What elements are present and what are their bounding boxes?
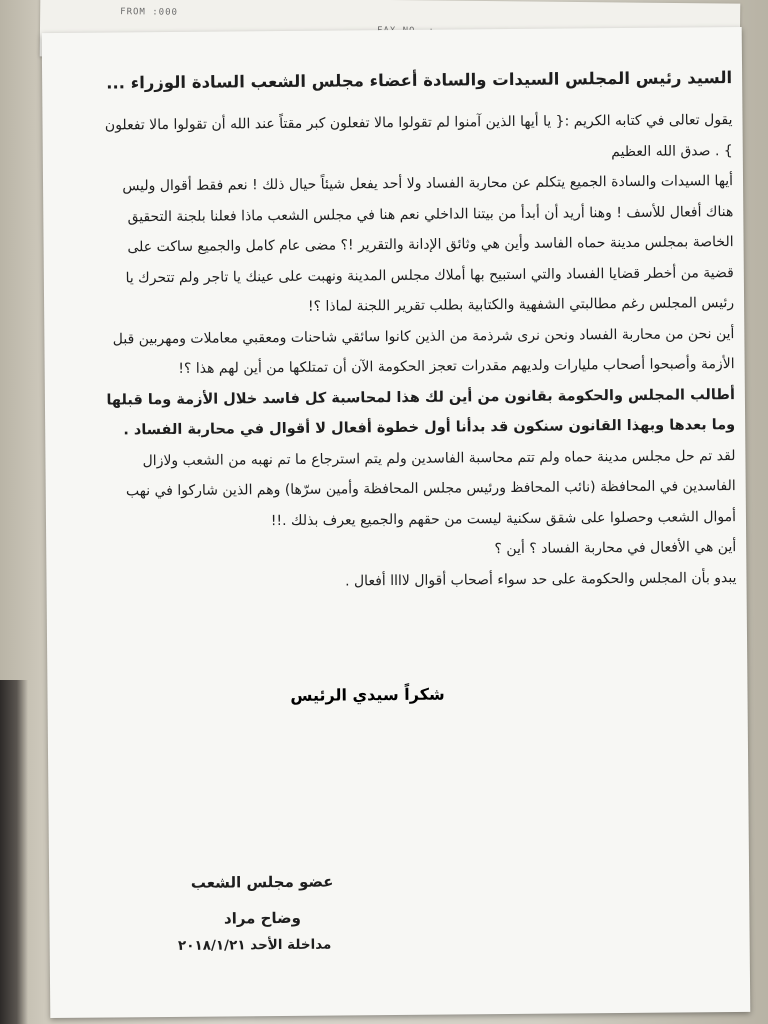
paragraph-where-are-we: أين نحن من محاربة الفساد ونحن نرى شرذمة من الذين كانوا سائقي شاحنات ومعقبي معاملات ومهربين قبل الأزمة وأصبحوا أصحاب مليارات ولديهم مقدرات تعجز الحكومة الآن أن تمتلكها من أين لهم هذا ؟! bbox=[112, 325, 735, 377]
paragraph-quran-verse: يقول تعالى في كتابه الكريم :{ يا أيها الذين آمنوا لم تقولوا مالا تفعلون كبر مقتاً عند الله أن تقولوا مالا تفعلون } . صدق الله العظيم bbox=[104, 112, 733, 160]
signature-title: عضو مجلس الشعب bbox=[190, 872, 334, 892]
letter-page bbox=[42, 27, 751, 1018]
paragraph-demand-law: أطالب المجلس والحكومة بقانون من أين لك هذا لمحاسبة كل فاسد خلال الأزمة وما قبلها وما بعدها وبهذا القانون سنكون قد بدأنا أول خطوة أفعال لا أقوال في محاربة الفساد . bbox=[106, 386, 736, 439]
closing-thanks: شكراً سيدي الرئيس bbox=[290, 684, 445, 705]
signature-name: وضاح مراد bbox=[223, 908, 301, 928]
letter-body bbox=[92, 65, 737, 599]
paragraph-corruption-council: أيها السيدات والسادة الجميع يتكلم عن محاربة الفساد ولا أحد يفعل شيئاً حيال ذلك ! نعم فقط أقوال وليس هناك أفعال للأسف ! وهنا أريد أن أبدأ من بيتنا الداخلي نعم هنا في مجلس الشعب ماذا فعلنا بلجنة التحقيق الخاصة بمجلس مدينة حماه الفاسد وأين هي وثائق الإدانة والتقرير !؟ مضى عام كامل والجميع ساكت على قضية من أخطر قضايا الفساد والتي استبيح بها أملاك مجلس المدينة ونهبت على عينك يا تاجر ولم تتحرك يا رئيس المجلس رغم مطالبتي الشفهية والكتابية بطلب تقرير اللجنة لماذا ؟! bbox=[122, 173, 735, 315]
signature-date-line: مداخلة الأحد ٢٠١٨/١/٢١ bbox=[177, 936, 332, 954]
background-shadow bbox=[0, 680, 28, 1024]
letter-heading: السيد رئيس المجلس السيدات والسادة أعضاء مجلس الشعب السادة الوزراء ... bbox=[106, 68, 733, 93]
fax-from-label: FROM :000 bbox=[120, 7, 179, 18]
paragraph-hama-council: لقد تم حل مجلس مدينة حماه ولم تتم محاسبة الفاسدين ولم يتم استرجاع ما تم نهبه من الشعب ولازال الفاسدين في المحافظة (نائب المحافظ ورئيس مجلس المحافظة وأمين سرّها) وهم الذين شاركوا في نهب أموال الشعب وحصلوا على شقق سكنية ليست من حقهم والجميع يعرف بذلك .!! bbox=[125, 447, 737, 529]
paragraph-words-not-actions: يبدو بأن المجلس والحكومة على حد سواء أصحاب أقوال لاااا أفعال . bbox=[345, 569, 737, 589]
paragraph-where-actions: أين هي الأفعال في محاربة الفساد ؟ أين ؟ bbox=[494, 539, 737, 558]
